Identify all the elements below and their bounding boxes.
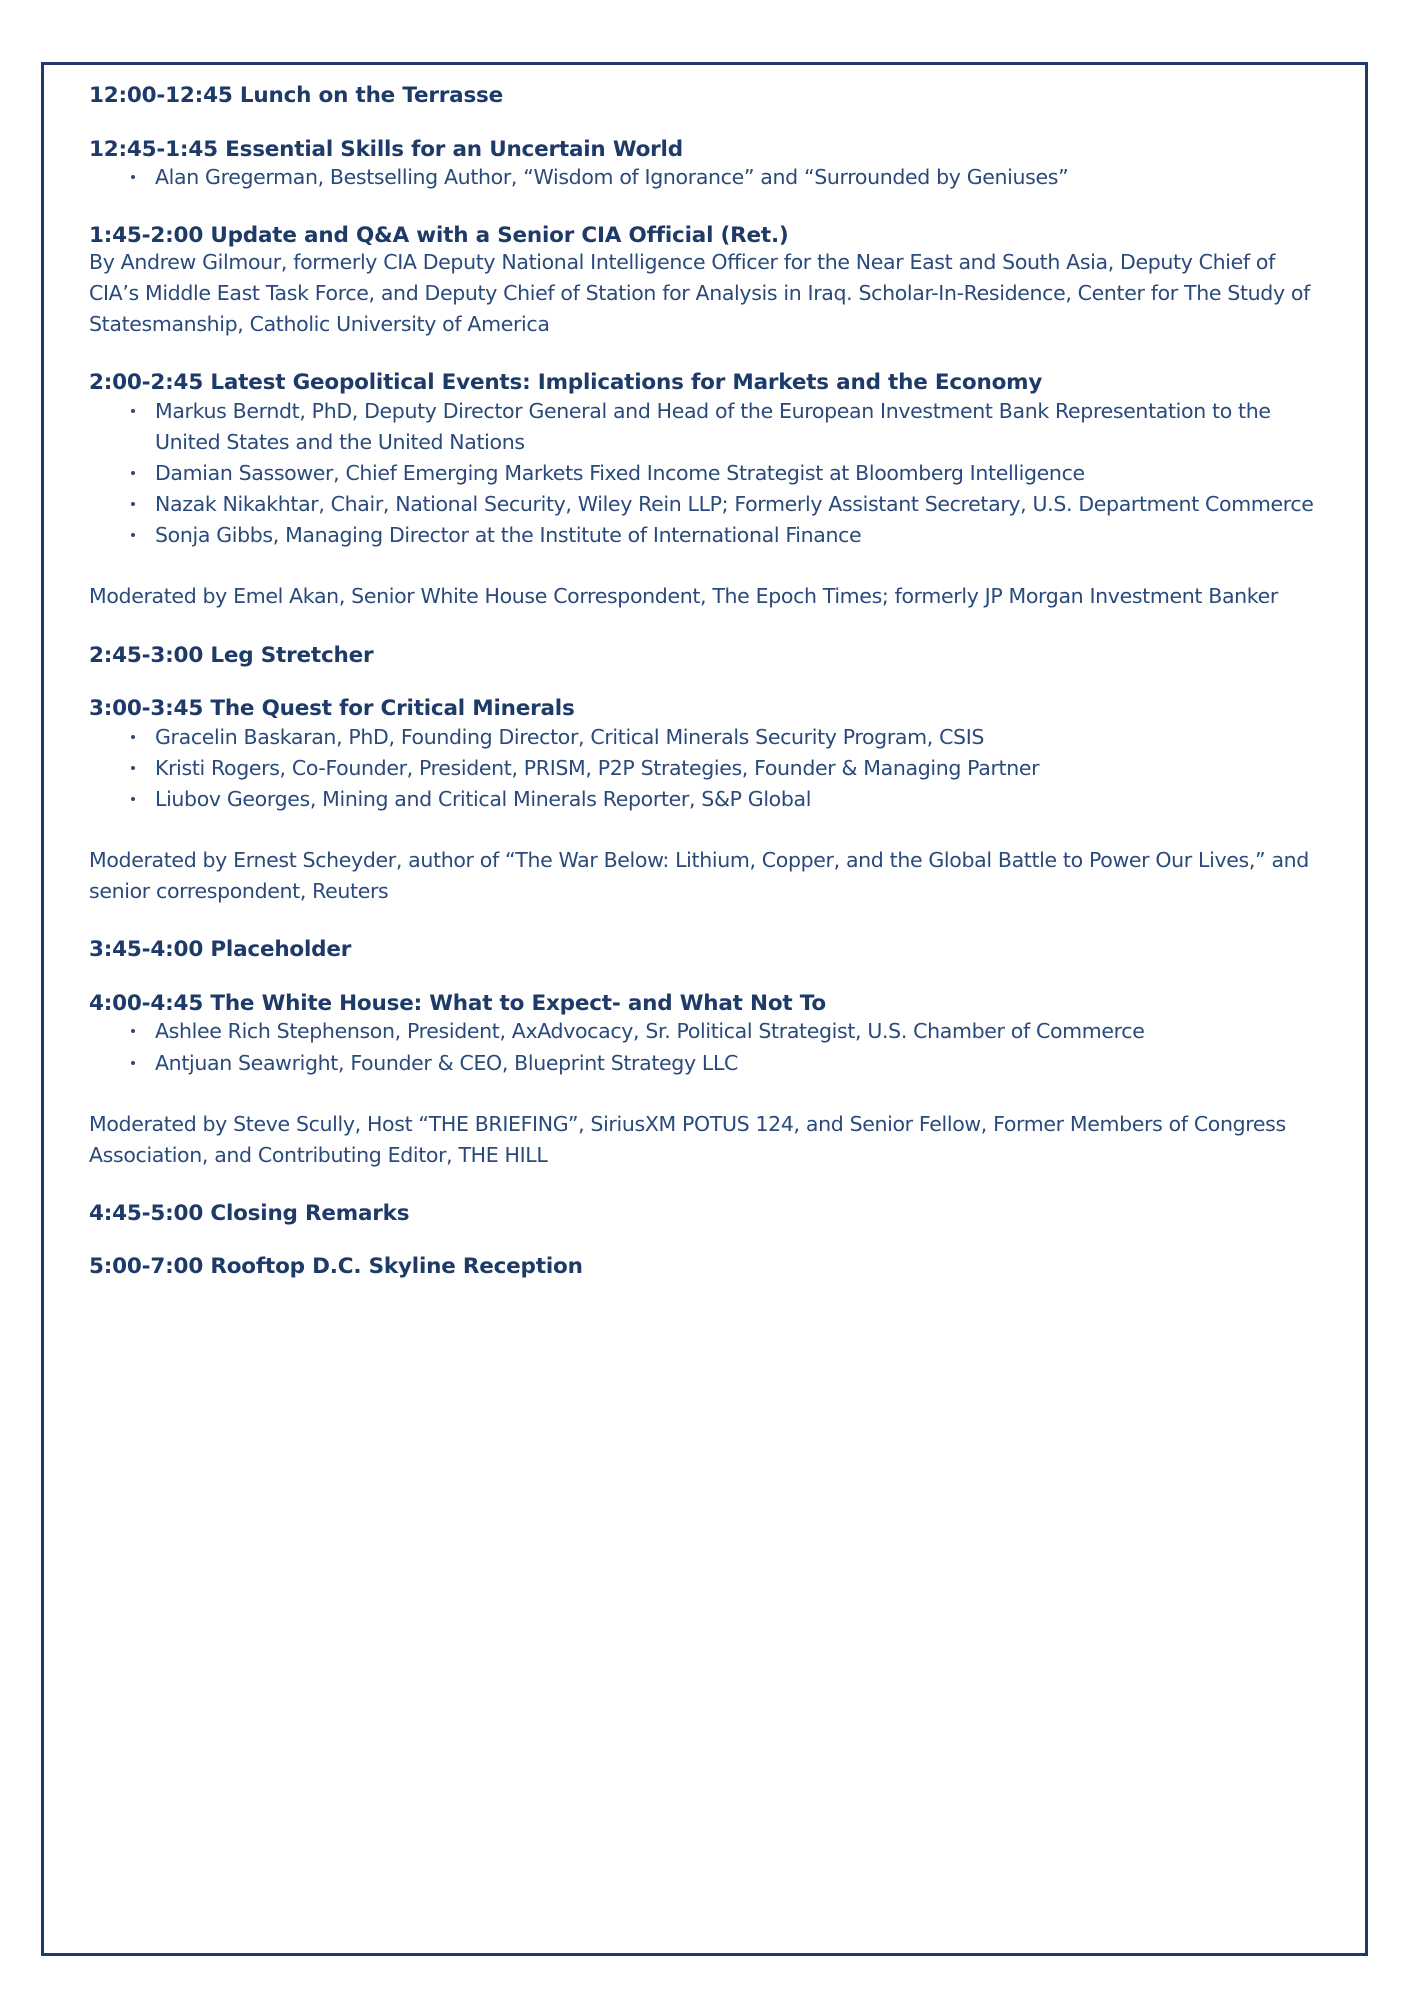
bullet-dot-icon — [131, 502, 135, 506]
agenda-section — [89, 642, 1325, 668]
session-heading: 2:00-2:45 Latest Geopolitical Events: Implications for Markets and the Economy — [89, 370, 1043, 396]
agenda-section — [89, 136, 1325, 194]
agenda-section — [89, 990, 1325, 1171]
speaker-list-item — [129, 396, 1325, 458]
section-gap — [89, 1224, 1325, 1256]
session-heading: 3:45-4:00 Placeholder — [89, 937, 352, 963]
speaker-text: Markus Berndt, PhD, Deputy Director General and Head of the European Investment Bank Representation to the United States and the United Nations — [155, 398, 1271, 454]
speaker-text: Antjuan Seawright, Founder & CEO, Blueprint Strategy LLC — [155, 1050, 739, 1075]
session-heading: 4:00-4:45 The White House: What to Expect- and What Not To — [89, 990, 826, 1016]
agenda-page — [41, 62, 1368, 1956]
section-gap — [89, 961, 1325, 993]
speaker-list — [89, 396, 1325, 552]
agenda-content — [89, 85, 1325, 1278]
agenda-section — [89, 1200, 1325, 1226]
speaker-text: Gracelin Baskaran, PhD, Founding Director, Critical Minerals Security Program, CSIS — [155, 724, 985, 749]
agenda-section — [89, 85, 1325, 107]
speaker-list-item — [129, 722, 1325, 753]
speaker-list-item — [129, 784, 1325, 815]
speaker-text: Kristi Rogers, Co-Founder, President, PRISM, P2P Strategies, Founder & Managing Partner — [155, 755, 1040, 780]
section-gap — [89, 907, 1325, 939]
agenda-section — [89, 698, 1325, 907]
speaker-text: Alan Gregerman, Bestselling Author, “Wisdom of Ignorance” and “Surrounded by Geniuses” — [155, 165, 1069, 189]
session-paragraph: Moderated by Ernest Scheyder, author of “The War Below: Lithium, Copper, and the Global Battle to Power Our Lives,” and senior correspondent, Reuters — [89, 848, 1309, 904]
agenda-section — [89, 372, 1325, 612]
speaker-list-item — [129, 162, 1325, 193]
session-heading: 4:45-5:00 Closing Remarks — [89, 1200, 410, 1226]
speaker-list-item — [129, 753, 1325, 784]
speaker-text: Nazak Nikakhtar, Chair, National Security, Wiley Rein LLP; Formerly Assistant Secretary, U.S. Department Commerce — [155, 492, 1314, 517]
section-gap — [89, 666, 1325, 698]
session-heading: 5:00-7:00 Rooftop D.C. Skyline Reception — [89, 1254, 583, 1280]
bullet-dot-icon — [131, 797, 135, 801]
speaker-list-item — [129, 458, 1325, 489]
speaker-list — [89, 722, 1325, 815]
section-gap — [89, 1171, 1325, 1203]
session-heading: 3:00-3:45 The Quest for Critical Minerals — [89, 696, 575, 722]
agenda-section — [89, 225, 1325, 340]
session-paragraph: Moderated by Steve Scully, Host “THE BRIEFING”, SiriusXM POTUS 124, and Senior Fellow, Former Members of Congress Association, and Contributing Editor, THE HILL — [89, 1111, 1286, 1167]
speaker-list — [89, 162, 1325, 193]
session-heading: 12:45-1:45 Essential Skills for an Uncertain World — [89, 136, 683, 162]
spacer — [89, 1079, 1325, 1109]
session-paragraph: By Andrew Gilmour, formerly CIA Deputy National Intelligence Officer for the Near East and South Asia, Deputy Chief of CIA’s Middle East Task Force, and Deputy Chief of Station for Analysis in Iraq. Scholar-In-Residence, Center for The Study of Statesmanship, Catholic University of America — [89, 249, 1310, 336]
speaker-list-item — [129, 520, 1325, 551]
bullet-dot-icon — [131, 766, 135, 770]
speaker-list-item — [129, 1016, 1325, 1047]
section-gap — [89, 613, 1325, 645]
session-heading: 1:45-2:00 Update and Q&A with a Senior CIA Official (Ret.) — [89, 223, 789, 249]
bullet-dot-icon — [131, 533, 135, 537]
session-heading: 2:45-3:00 Leg Stretcher — [89, 642, 374, 668]
agenda-section — [89, 939, 1325, 961]
speaker-list-item — [129, 1048, 1325, 1079]
spacer — [89, 815, 1325, 845]
bullet-dot-icon — [131, 409, 135, 413]
session-heading: 12:00-12:45 Lunch on the Terrasse — [89, 83, 504, 108]
agenda-section — [89, 1256, 1325, 1278]
bullet-dot-icon — [131, 175, 135, 179]
speaker-text: Damian Sassower, Chief Emerging Markets Fixed Income Strategist at Bloomberg Intelligence — [155, 460, 1085, 485]
spacer — [89, 551, 1325, 581]
session-paragraph: Moderated by Emel Akan, Senior White House Correspondent, The Epoch Times; formerly JP Morgan Investment Banker — [89, 584, 1278, 609]
speaker-text: Sonja Gibbs, Managing Director at the Institute of International Finance — [155, 523, 862, 548]
section-gap — [89, 193, 1325, 225]
section-gap — [89, 107, 1325, 139]
speaker-text: Ashlee Rich Stephenson, President, AxAdvocacy, Sr. Political Strategist, U.S. Chamber of Commerce — [155, 1019, 1145, 1044]
speaker-text: Liubov Georges, Mining and Critical Minerals Reporter, S&P Global — [155, 786, 812, 811]
speaker-list-item — [129, 489, 1325, 520]
section-gap — [89, 340, 1325, 372]
bullet-dot-icon — [131, 1061, 135, 1065]
bullet-dot-icon — [131, 1029, 135, 1033]
speaker-list — [89, 1016, 1325, 1078]
bullet-dot-icon — [131, 471, 135, 475]
bullet-dot-icon — [131, 735, 135, 739]
